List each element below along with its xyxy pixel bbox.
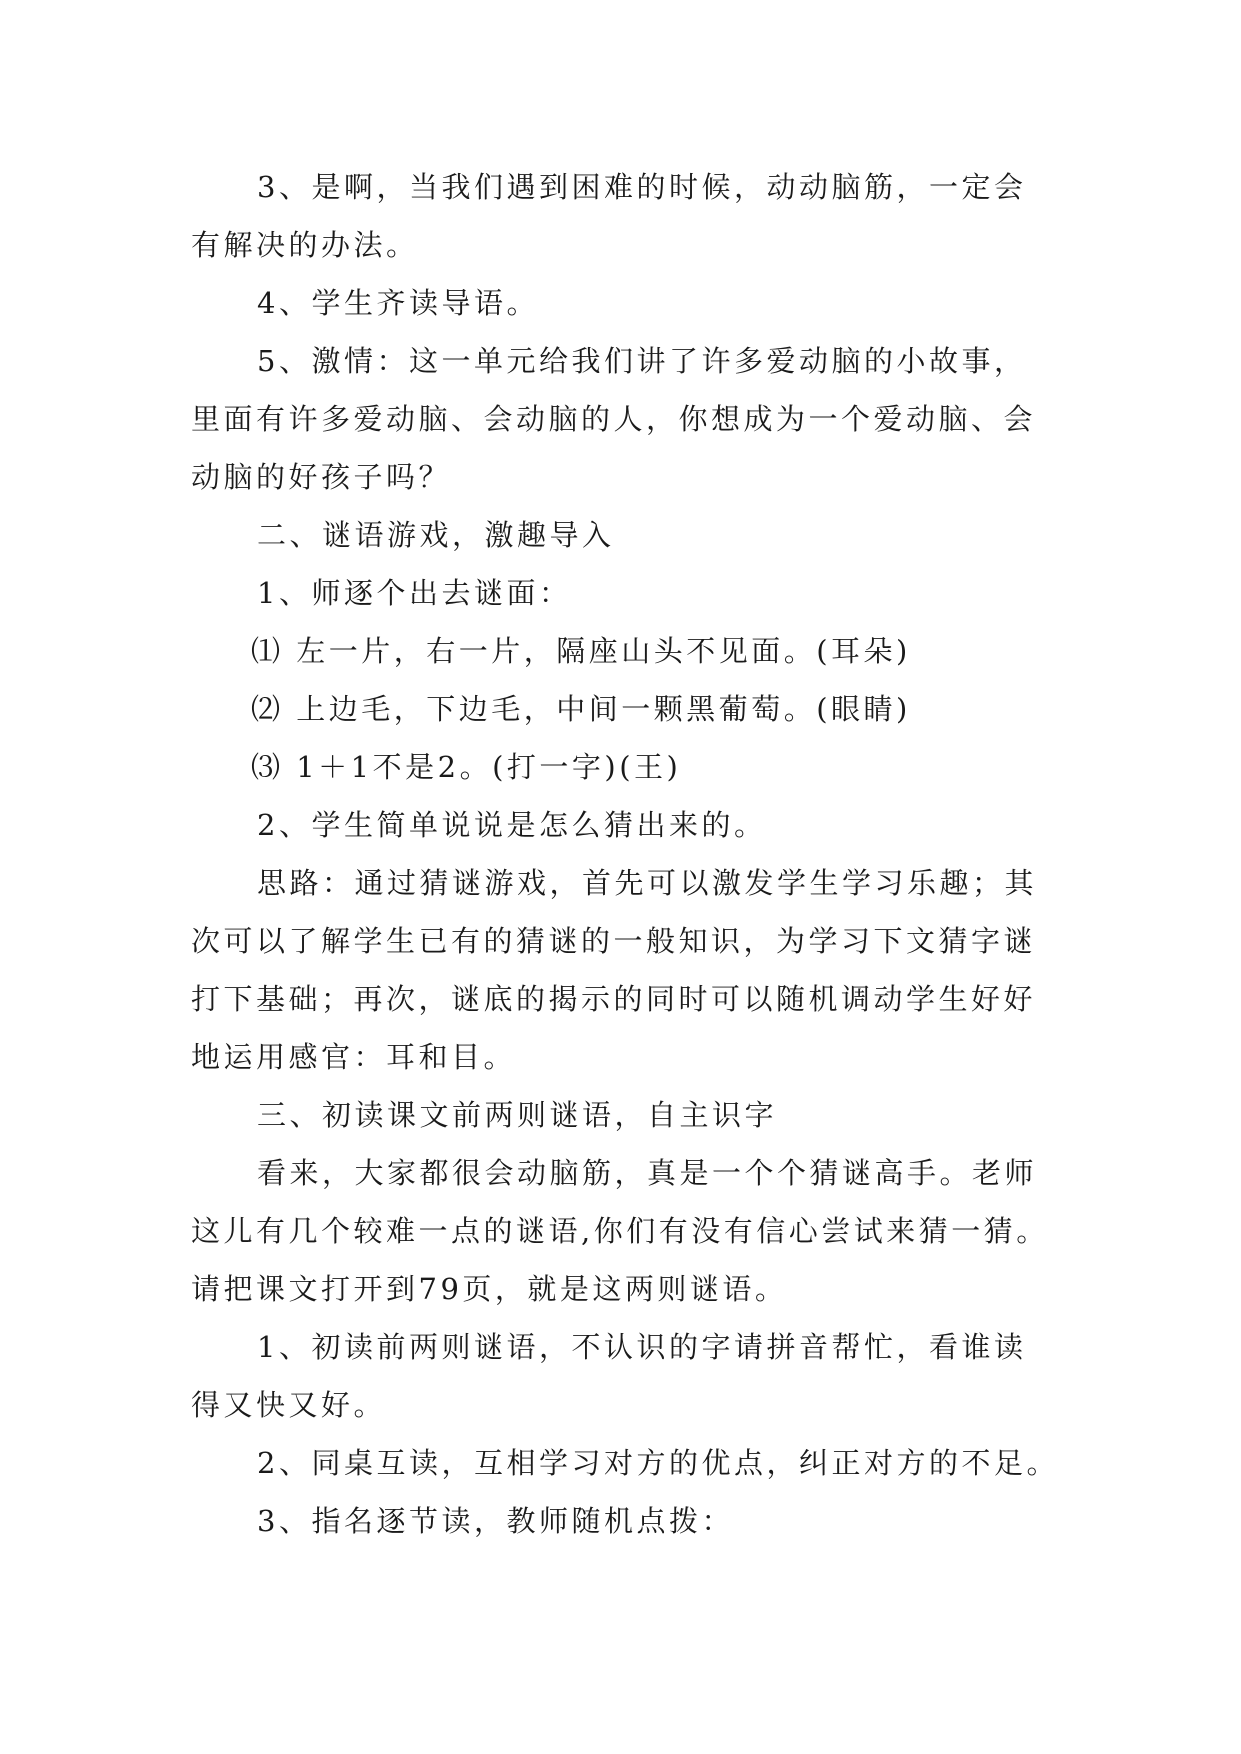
paragraph-line: 打下基础；再次，谜底的揭示的同时可以随机调动学生好好 bbox=[191, 982, 1037, 1016]
paragraph-line: 1、初读前两则谜语，不认识的字请拼音帮忙，看谁读 bbox=[257, 1330, 1027, 1364]
paragraph-line: 2、学生简单说说是怎么猜出来的。 bbox=[257, 808, 767, 842]
body-text bbox=[191, 158, 1061, 1550]
riddle-item: ⑴ 左一片，右一片，隔座山头不见面。(耳朵) bbox=[251, 634, 911, 668]
paragraph-line: 得又快又好。 bbox=[191, 1388, 387, 1422]
paragraph-line: 3、指名逐节读，教师随机点拨： bbox=[257, 1504, 734, 1538]
paragraph-line: 5、激情：这一单元给我们讲了许多爱动脑的小故事， bbox=[257, 344, 1027, 378]
paragraph-line: 有解决的办法。 bbox=[191, 228, 419, 262]
paragraph-line: 地运用感官：耳和目。 bbox=[191, 1040, 517, 1074]
riddle-item: ⑶ 1＋1不是2。(打一字)(王) bbox=[251, 750, 682, 784]
paragraph-line: 动脑的好孩子吗？ bbox=[191, 460, 452, 494]
riddle-item: ⑵ 上边毛，下边毛，中间一颗黑葡萄。(眼睛) bbox=[251, 692, 911, 726]
paragraph-line: 看来，大家都很会动脑筋，真是一个个猜谜高手。老师 bbox=[257, 1156, 1038, 1190]
paragraph-line: 次可以了解学生已有的猜谜的一般知识，为学习下文猜字谜 bbox=[191, 924, 1037, 958]
paragraph-line: 里面有许多爱动脑、会动脑的人，你想成为一个爱动脑、会 bbox=[191, 402, 1037, 436]
paragraph-line: 1、师逐个出去谜面： bbox=[257, 576, 572, 610]
section-heading: 三、初读课文前两则谜语，自主识字 bbox=[257, 1098, 778, 1132]
paragraph-line: 2、同桌互读，互相学习对方的优点，纠正对方的不足。 bbox=[257, 1446, 1059, 1480]
paragraph-line: 思路：通过猜谜游戏，首先可以激发学生学习乐趣；其 bbox=[257, 866, 1038, 900]
paragraph-line: 3、是啊，当我们遇到困难的时候，动动脑筋，一定会 bbox=[257, 170, 1027, 204]
paragraph-line: 请把课文打开到79页，就是这两则谜语。 bbox=[191, 1272, 788, 1306]
paragraph-line: 这儿有几个较难一点的谜语,你们有没有信心尝试来猜一猜。 bbox=[191, 1214, 1049, 1248]
paragraph-line: 4、学生齐读导语。 bbox=[257, 286, 539, 320]
section-heading: 二、谜语游戏，激趣导入 bbox=[257, 518, 615, 552]
